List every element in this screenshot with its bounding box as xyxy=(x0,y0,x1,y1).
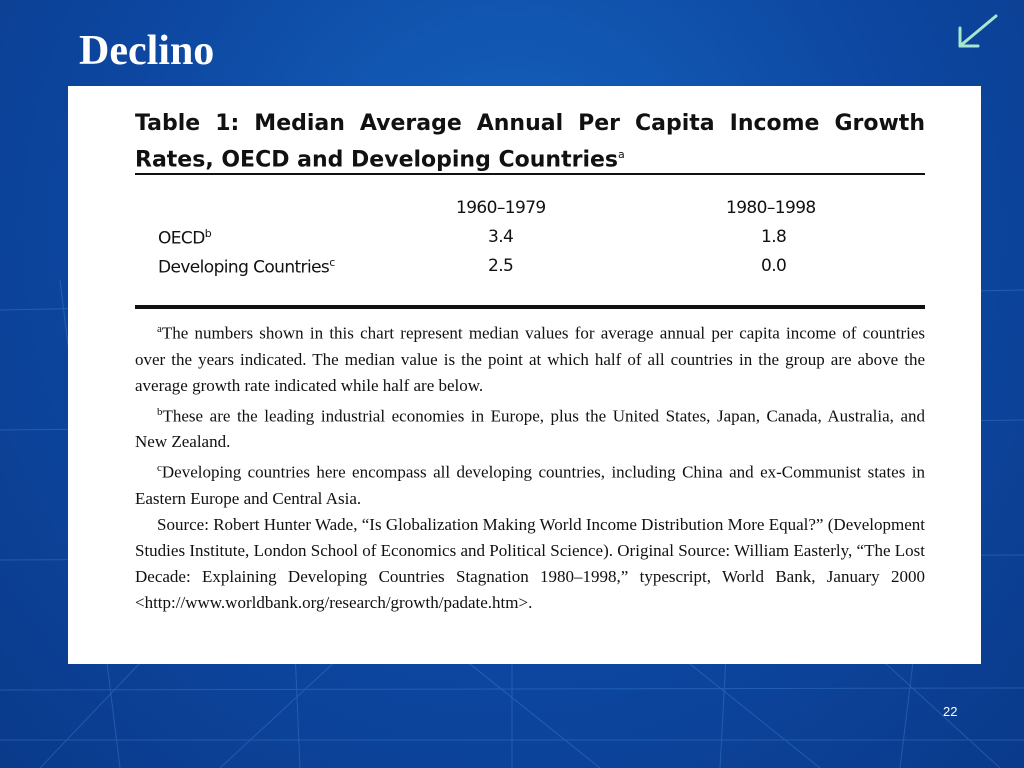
column-header-1960-1979: 1960–1979 xyxy=(456,198,546,218)
footnote-marker: c xyxy=(157,462,162,475)
footnote-marker: c xyxy=(329,256,335,269)
footnote-marker: b xyxy=(157,405,163,418)
slide-number: 22 xyxy=(943,704,958,719)
source-note: Source: Robert Hunter Wade, “Is Globalization Making World Income Distribution More Equal?” (Development Studies Institute, London School of Economics and Political Science). Original Source: William Easterly, “The Lost Decade: Explaining Developing Countries Stagnation 1980–1998,” typescript, World Bank, January 2000 <http://www.worldbank.org/research/growth/padate.htm>. xyxy=(135,514,925,612)
note-a: $^a$The numbers shown in this chart represent median values for average annual per capita income of countries over the years indicated. The median value is the point at which half of all countries in the group are above the average growth rate indicated while half are below. xyxy=(135,323,925,395)
table-caption: Table 1: Median Average Annual Per Capita Income Growth Rates, OECD and Developing Countries$^a$ xyxy=(135,111,925,173)
footnote-marker: a xyxy=(157,323,162,335)
table-notes xyxy=(135,316,925,616)
table-cell: 3.4 xyxy=(488,227,514,247)
table-bottom-rule xyxy=(135,305,925,309)
note-b: $^b$These are the leading industrial economies in Europe, plus the United States, Japan, Canada, Australia, and New Zealand. xyxy=(135,405,925,452)
note-c: $^c$Developing countries here encompass all developing countries, including China and ex-Communist states in Eastern Europe and Central Asia. xyxy=(135,462,925,508)
table-top-rule xyxy=(135,173,925,175)
column-header-1980-1998: 1980–1998 xyxy=(726,198,816,218)
footnote-marker: a xyxy=(618,148,625,161)
row-label-oecd: OECD$^b$ xyxy=(158,227,212,249)
slide-title: Declino xyxy=(79,28,215,74)
table-image-panel xyxy=(68,86,981,664)
table-cell: 0.0 xyxy=(761,256,787,276)
footnote-marker: b xyxy=(204,227,212,240)
back-arrow-icon[interactable] xyxy=(952,12,1000,52)
table-cell: 1.8 xyxy=(761,227,787,247)
row-label-developing-countries: Developing Countries$^c$ xyxy=(158,256,335,278)
table-cell: 2.5 xyxy=(488,256,514,276)
